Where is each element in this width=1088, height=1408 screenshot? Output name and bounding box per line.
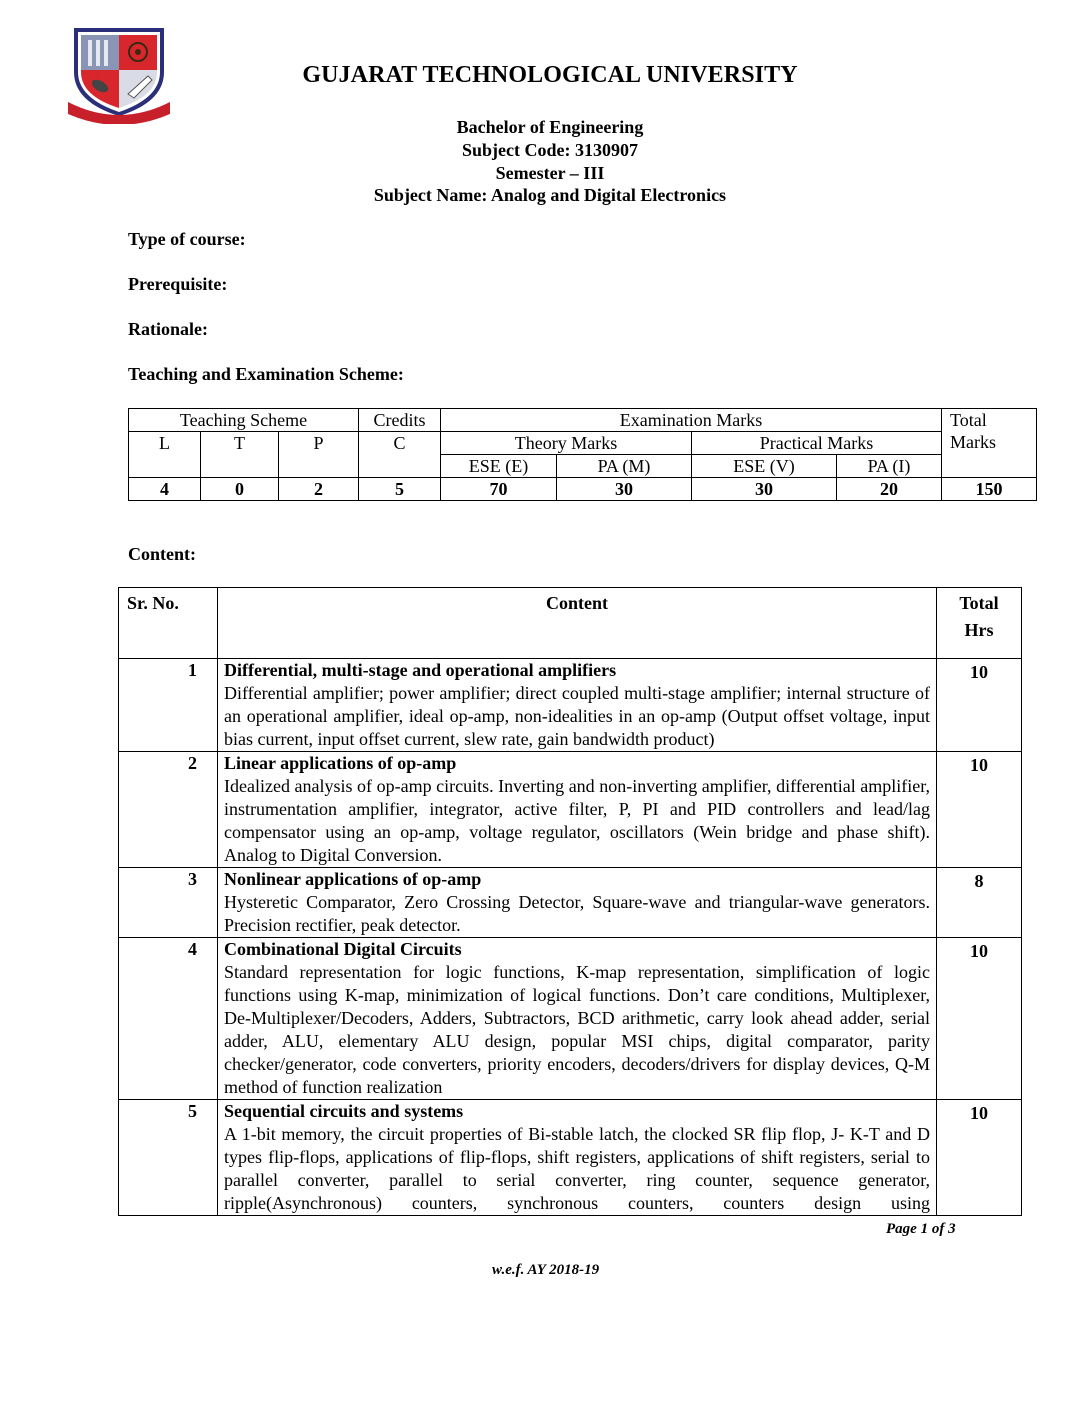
topic-body: Standard representation for logic functions, K-map representation, simplification of logic functions using K-map, minimization of logical functions. Don’t care conditions, Multiplexer, De-Multiplexer/Decoders, Adders, Subtractors, BCD arithmetic, carry look ahead adder, serial adder, ALU, elementary ALU design, popular MSI chips, digital comparator, parity checker/generator, code converters, priority encoders, decoders/drivers for display devices, Q-M method of function realization bbox=[224, 962, 930, 1097]
topic-body: Differential amplifier; power amplifier; direct coupled multi-stage amplifier; internal structure of an operational amplifier, ideal op-amp, non-idealities in an op-amp (Output offset voltage, input bias current, input offset current, slew rate, gain bandwidth product) bbox=[224, 683, 930, 749]
examination-marks-header: Examination Marks bbox=[441, 409, 942, 432]
gtu-crest-logo-icon bbox=[66, 24, 172, 124]
ese-e-value: 70 bbox=[441, 478, 557, 501]
row-sr-no: 3 bbox=[119, 868, 218, 938]
theory-marks-header: Theory Marks bbox=[441, 432, 692, 455]
degree-label: Bachelor of Engineering bbox=[456, 117, 644, 137]
total-marks-value: 150 bbox=[942, 478, 1037, 501]
table-row bbox=[119, 868, 1022, 938]
page-number: Page 1 of 3 bbox=[886, 1221, 956, 1237]
l-value: 4 bbox=[129, 478, 201, 501]
topic-title: Sequential circuits and systems bbox=[224, 1101, 464, 1121]
t-value: 0 bbox=[201, 478, 279, 501]
table-row bbox=[119, 659, 1022, 752]
c-header: C bbox=[359, 432, 441, 478]
table-row bbox=[119, 938, 1022, 1100]
total-hrs-header: Total Hrs bbox=[937, 588, 1022, 659]
content-heading: Content: bbox=[128, 544, 196, 564]
scheme-heading: Teaching and Examination Scheme: bbox=[128, 364, 404, 384]
pa-m-header: PA (M) bbox=[557, 455, 692, 478]
sr-no-header: Sr. No. bbox=[119, 588, 218, 659]
subject-code: Subject Code: 3130907 bbox=[462, 140, 638, 160]
row-hours: 8 bbox=[937, 868, 1022, 938]
ese-v-header: ESE (V) bbox=[692, 455, 837, 478]
row-sr-no: 5 bbox=[119, 1100, 218, 1216]
row-sr-no: 1 bbox=[119, 659, 218, 752]
p-value: 2 bbox=[279, 478, 359, 501]
university-title: GUJARAT TECHNOLOGICAL UNIVERSITY bbox=[302, 62, 798, 88]
topic-title: Differential, multi-stage and operational amplifiers bbox=[224, 660, 617, 680]
topic-body: Idealized analysis of op-amp circuits. Inverting and non-inverting amplifier, differential amplifier, instrumentation amplifier, integrator, active filter, P, PI and PID controllers and lead/lag compensator using an op-amp, voltage regulator, oscillators (Wein bridge and phase shift). Analog to Digital Conversion. bbox=[224, 776, 930, 865]
effective-year: w.e.f. AY 2018-19 bbox=[492, 1262, 600, 1278]
row-hours: 10 bbox=[937, 752, 1022, 868]
pa-i-value: 20 bbox=[837, 478, 942, 501]
teaching-scheme-header: Teaching Scheme bbox=[129, 409, 359, 432]
topic-body: A 1-bit memory, the circuit properties of Bi-stable latch, the clocked SR flip flop, J- K-T and D types flip-flops, applications of flip-flops, shift registers, applications of shift registers, serial to parallel converter, parallel to serial converter, ring counter, sequence generator, ripple(Asynchronous) counters, synchronous counters, counters design using bbox=[224, 1124, 930, 1213]
content-table bbox=[118, 587, 1022, 1216]
ese-v-value: 30 bbox=[692, 478, 837, 501]
content-header: Content bbox=[218, 588, 937, 659]
row-sr-no: 4 bbox=[119, 938, 218, 1100]
credits-header: Credits bbox=[359, 409, 441, 432]
c-value: 5 bbox=[359, 478, 441, 501]
row-sr-no: 2 bbox=[119, 752, 218, 868]
p-header: P bbox=[279, 432, 359, 478]
teaching-exam-scheme-table bbox=[128, 408, 1037, 501]
scheme-values-row bbox=[129, 478, 1037, 501]
row-hours: 10 bbox=[937, 1100, 1022, 1216]
rationale-heading: Rationale: bbox=[128, 319, 208, 339]
practical-marks-header: Practical Marks bbox=[692, 432, 942, 455]
semester-label: Semester – III bbox=[495, 163, 605, 183]
topic-title: Linear applications of op-amp bbox=[224, 753, 457, 773]
subject-name: Subject Name: Analog and Digital Electronics bbox=[373, 185, 727, 205]
topic-body: Hysteretic Comparator, Zero Crossing Detector, Square-wave and triangular-wave generators. Precision rectifier, peak detector. bbox=[224, 892, 930, 935]
row-hours: 10 bbox=[937, 938, 1022, 1100]
topic-title: Nonlinear applications of op-amp bbox=[224, 869, 482, 889]
prerequisite-heading: Prerequisite: bbox=[128, 274, 228, 294]
table-row bbox=[119, 1100, 1022, 1216]
total-marks-header: Total Marks bbox=[942, 409, 1037, 478]
t-header: T bbox=[201, 432, 279, 478]
row-hours: 10 bbox=[937, 659, 1022, 752]
table-row bbox=[119, 752, 1022, 868]
type-of-course-heading: Type of course: bbox=[128, 229, 246, 249]
l-header: L bbox=[129, 432, 201, 478]
ese-e-header: ESE (E) bbox=[441, 455, 557, 478]
pa-i-header: PA (I) bbox=[837, 455, 942, 478]
topic-title: Combinational Digital Circuits bbox=[224, 939, 462, 959]
pa-m-value: 30 bbox=[557, 478, 692, 501]
